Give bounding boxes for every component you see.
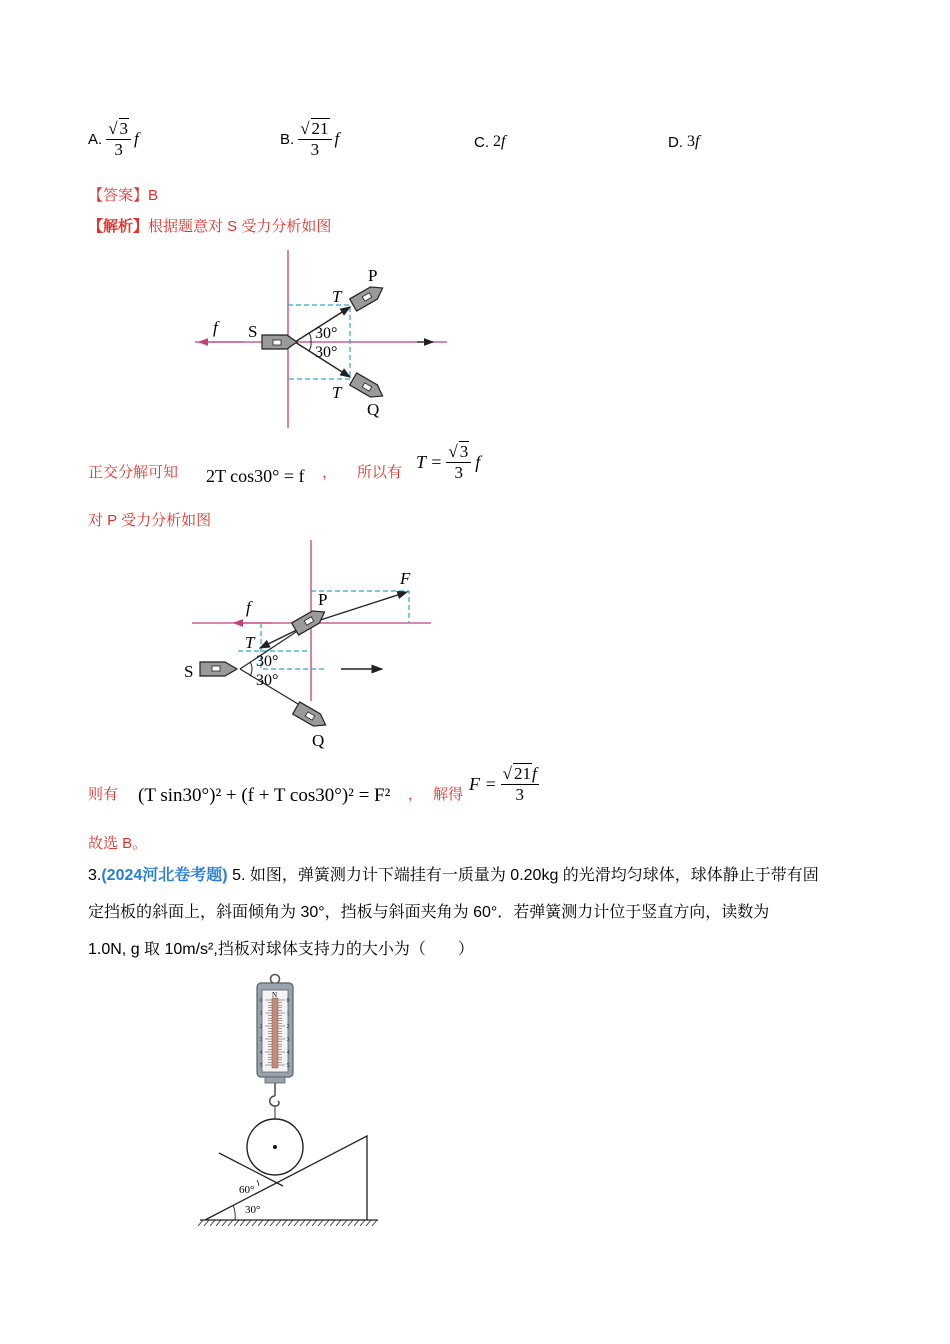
label-q-2: Q [312, 731, 325, 750]
label-angle-lower: 30° [315, 344, 338, 361]
eq1-intro: 正交分解可知 [88, 464, 179, 481]
label-angle-60: 60° [239, 1184, 255, 1196]
scale-label-right: 0 [286, 998, 290, 1004]
scale-unit: N [272, 991, 278, 999]
label-s: S [248, 322, 258, 341]
scale-label-left: 3 [259, 1037, 263, 1043]
label-angle-upper: 30° [315, 325, 338, 342]
label-t-2: T [245, 633, 255, 652]
option-c: C. 2 f [474, 133, 506, 151]
scale-label-left: 4 [259, 1050, 263, 1056]
spring-scale-diagram [195, 972, 385, 1230]
eq2-expr: (T sin30°)² + (f + T cos30°)² = F² [138, 785, 391, 806]
label-t-lower: T [332, 383, 342, 402]
option-d: D. 3 f [668, 133, 700, 151]
option-a-label: A. [88, 130, 103, 148]
scale-label-right: 5 [286, 1063, 290, 1069]
scale-label-left: 2 [259, 1024, 263, 1030]
force-diagram-s [185, 245, 460, 435]
option-b-label: B. [280, 130, 295, 148]
conclusion-line: 故选 B。 [88, 835, 148, 852]
option-a: A. $\frac{√ 3}{3}$ f [88, 119, 139, 159]
label-F: F [400, 569, 411, 588]
scale-label-right: 4 [286, 1050, 290, 1056]
label-angle-2b: 30° [256, 672, 279, 689]
label-f: f [213, 318, 218, 337]
boat-p-2 [292, 606, 328, 635]
eq2-intro: 则有 [88, 786, 119, 803]
boat-q [350, 373, 386, 402]
label-q: Q [367, 400, 380, 419]
eq1-result: T = $\frac{√ 3}{3}$ f [416, 442, 481, 482]
boat-p [350, 282, 386, 311]
scale-label-right: 3 [286, 1037, 290, 1043]
label-s-2: S [184, 662, 194, 681]
eq2-result: F = $\frac{√ 21f}{3}$ [469, 764, 537, 804]
label-angle-2a: 30° [256, 653, 279, 670]
option-b: B. $\frac{√ 21}{3}$ f [280, 119, 340, 159]
label-p: P [368, 266, 378, 285]
p-analysis-line: 对 P 受力分析如图 [88, 512, 212, 529]
question-source: (2024河北卷考题) [101, 867, 228, 884]
scale-hook [270, 1083, 279, 1106]
force-diagram-p [178, 535, 448, 755]
answer-line: 【答案】B [88, 187, 159, 204]
option-b-fraction: $\frac{√ 21}{3}$ [298, 120, 331, 159]
eq1-so: 所以有 [357, 464, 403, 481]
label-f-2: f [246, 598, 251, 617]
question-line-3: 1.0N, g 取 10m/s²,挡板对球体支持力的大小为（ ） [88, 941, 474, 958]
scale-label-left: 0 [259, 998, 263, 1004]
label-p-2: P [318, 590, 328, 609]
scale-label-right: 1 [286, 1011, 290, 1017]
label-t-upper: T [332, 287, 342, 306]
scale-label-left: 5 [259, 1063, 263, 1069]
eq2-solve: 解得 [433, 786, 464, 803]
scale-label-left: 1 [259, 1011, 263, 1017]
eq1-lhs: 2T cos30° = f [206, 466, 305, 486]
scale-label-right: 2 [286, 1024, 290, 1030]
analysis-line: 【解析】根据题意对 S 受力分析如图 [88, 218, 332, 235]
question-line-1: 3.(2024河北卷考题) 5. 如图，弹簧测力计下端挂有一质量为 0.20kg 的光滑均匀球体，球体静止于带有固 [88, 867, 819, 884]
label-angle-30: 30° [245, 1204, 261, 1216]
option-a-fraction: $\frac{√ 3}{3}$ [106, 120, 131, 159]
question-line-2: 定挡板的斜面上，斜面倾角为 30°，挡板与斜面夹角为 60°．若弹簧测力计位于竖直方向，读数为 [88, 904, 770, 921]
boat-q-2 [293, 702, 329, 731]
